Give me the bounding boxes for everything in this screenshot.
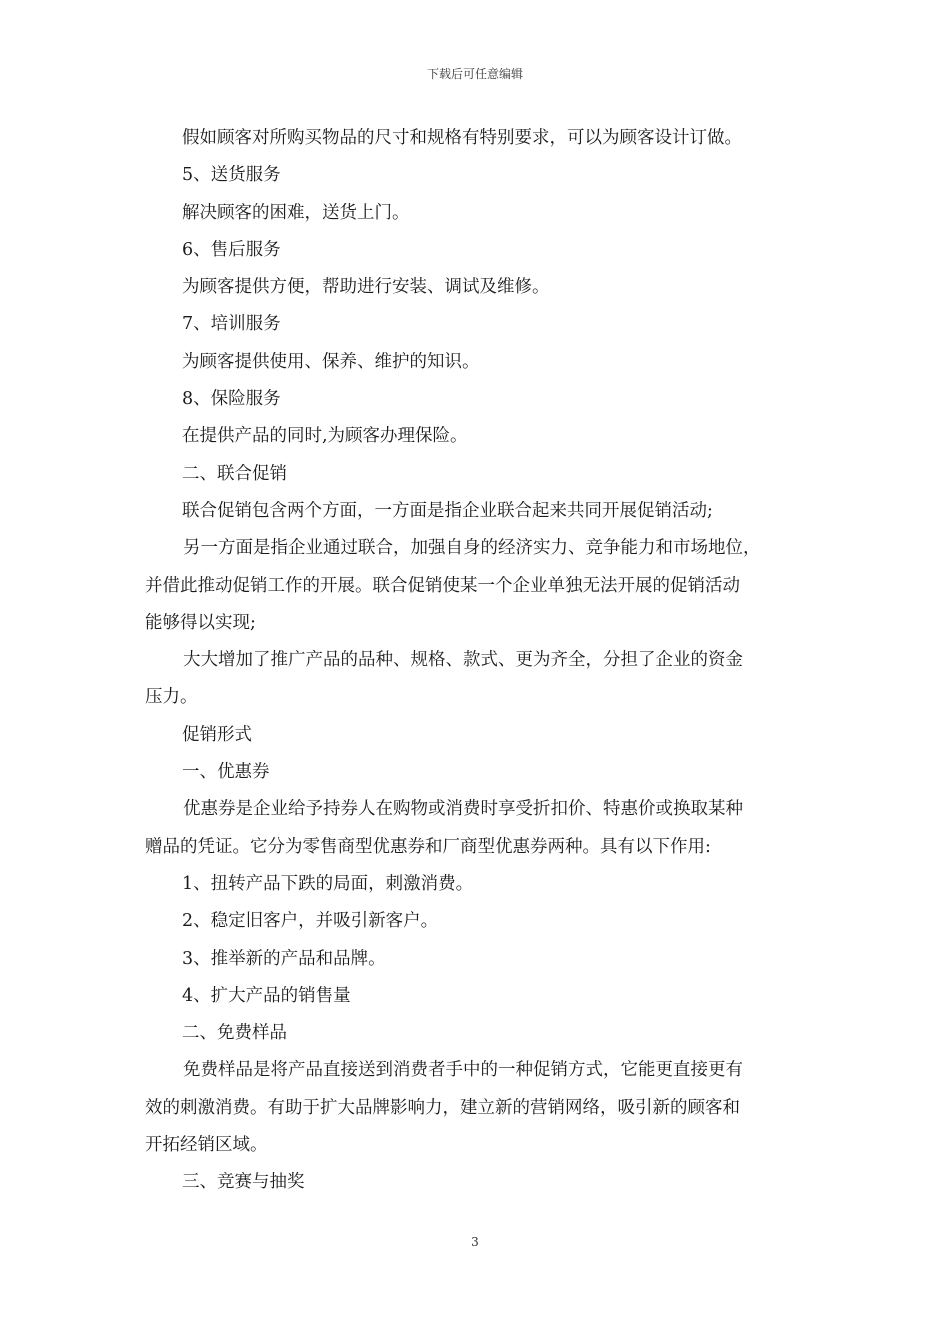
- paragraph: [145, 1052, 810, 1164]
- section-heading: 二、联合促销: [182, 463, 287, 484]
- paragraph: 联合促销包含两个方面，一方面是指企业联合起来共同开展促销活动;: [182, 500, 713, 521]
- section-heading: 5、送货服务: [182, 165, 281, 186]
- paragraph-line: 优惠券是企业给予持券人在购物或消费时享受折扣价、特惠价或换取某种: [183, 799, 743, 820]
- list-item: 4、扩大产品的销售量: [182, 985, 351, 1006]
- paragraph: [145, 530, 810, 642]
- section-heading: 8、保险服务: [182, 389, 281, 410]
- paragraph-line: 大大增加了推广产品的品种、规格、款式、更为齐全，分担了企业的资金: [183, 650, 743, 671]
- paragraph-line: 并借此推动促销工作的开展。联合促销使某一个企业单独无法开展的促销活动: [145, 575, 740, 596]
- page-header: 下载后可任意编辑: [426, 67, 523, 81]
- paragraph: 为顾客提供使用、保养、维护的知识。: [182, 351, 480, 372]
- section-heading: 三、竞赛与抽奖: [182, 1172, 305, 1193]
- section-heading: 7、培训服务: [182, 314, 281, 335]
- paragraph: [145, 642, 810, 717]
- paragraph: 在提供产品的同时,为顾客办理保险。: [182, 426, 468, 447]
- paragraph-line: 开拓经销区域。: [145, 1135, 268, 1156]
- section-heading: 一、优惠券: [182, 762, 270, 783]
- paragraph: 解决顾客的困难，送货上门。: [182, 202, 410, 223]
- section-heading: 促销形式: [182, 724, 252, 745]
- document-body: [145, 120, 810, 1202]
- page-number: 3: [471, 1235, 479, 1249]
- paragraph: [145, 791, 810, 866]
- paragraph: 为顾客提供方便，帮助进行安装、调试及维修。: [182, 277, 550, 298]
- list-item: 2、稳定旧客户，并吸引新客户。: [182, 911, 439, 932]
- paragraph-line: 能够得以实现;: [145, 612, 256, 633]
- list-item: 1、扭转产品下跌的局面，刺激消费。: [182, 873, 474, 894]
- list-item: 3、推举新的产品和品牌。: [182, 948, 386, 969]
- paragraph-line: 另一方面是指企业通过联合，加强自身的经济实力、竞争能力和市场地位，: [183, 538, 761, 559]
- section-heading: 6、售后服务: [182, 239, 281, 260]
- paragraph-line: 免费样品是将产品直接送到消费者手中的一种促销方式，它能更直接更有: [183, 1060, 743, 1081]
- paragraph-line: 赠品的凭证。它分为零售商型优惠券和厂商型优惠券两种。具有以下作用:: [145, 836, 711, 857]
- paragraph-line: 压力。: [145, 687, 198, 708]
- paragraph: 假如顾客对所购买物品的尺寸和规格有特别要求，可以为顾客设计订做。: [182, 128, 742, 148]
- section-heading: 二、免费样品: [182, 1023, 287, 1044]
- paragraph-line: 效的刺激消费。有助于扩大品牌影响力，建立新的营销网络，吸引新的顾客和: [145, 1097, 740, 1118]
